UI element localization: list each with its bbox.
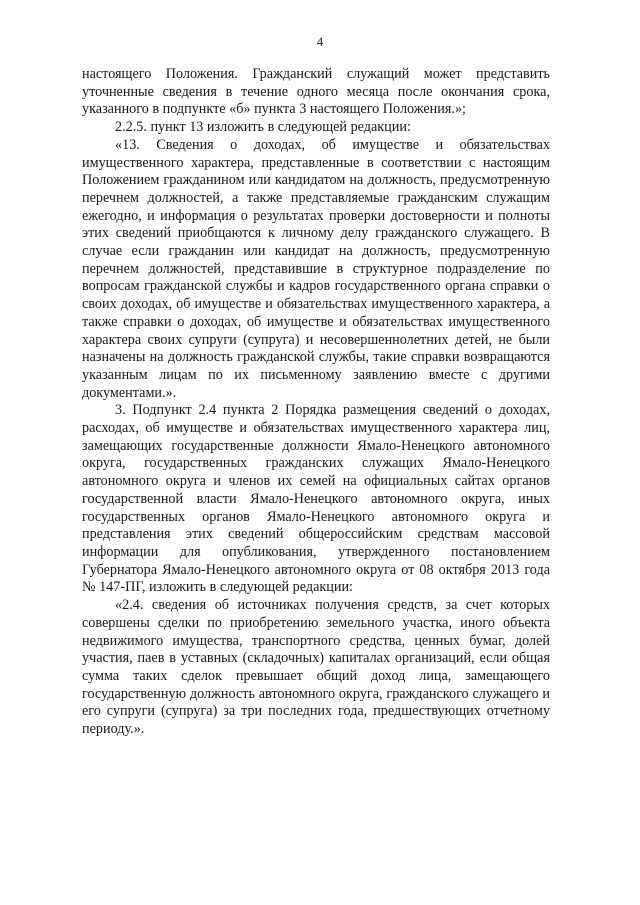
paragraph-continuation: настоящего Положения. Гражданский служащий может представить уточненные сведения в течение одного месяца после окончания срока, указанного в подпункте «б» пункта 3 настоящего Положения.»; [82, 66, 550, 118]
page-number: 4 [316, 34, 324, 49]
paragraph-item-13: «13. Сведения о доходах, об имуществе и обязательствах имущественного характера, представленные в соответствии с настоящим Положением гражданином или кандидатом на должность, предусмотренную перечнем должностей, а также представляемые гражданским служащим ежегодно, и информация о результатах проверки достоверности и полноты этих сведений приобщаются к личному делу гражданского служащего. В случае если гражданин или кандидат на должность, предусмотренную перечнем должностей, представившие в структурное подразделение по вопросам гражданской службы и кадров государственного органа справки о своих доходах, об имуществе и обязательствах имущественного характера, а также справки о доходах, об имуществе и обязательствах имущественного характера своих супруги (супруга) и несовершеннолетних детей, не были назначены на должность гражданской службы, такие справки возвращаются указанным лицам по их письменному заявлению вместе с другими документами.». [82, 136, 550, 401]
document-body [82, 66, 550, 739]
paragraph-item-3: 3. Подпункт 2.4 пункта 2 Порядка размещения сведений о доходах, расходах, об имуществе и обязательствах имущественного характера лиц, замещающих государственные должности Ямало-Ненецкого автономного округа, государственных гражданских служащих Ямало-Ненецкого автономного округа и членов их семей на официальных сайтах органов государственной власти Ямало-Ненецкого автономного округа, иных государственных органов Ямало-Ненецкого автономного округа и представления этих сведений общероссийским средствам массовой информации для опубликования, утвержденного постановлением Губернатора Ямало-Ненецкого автономного округа от 08 октября 2013 года № 147-ПГ, изложить в следующей редакции: [82, 402, 550, 596]
paragraph-item-2-2-5: 2.2.5. пункт 13 изложить в следующей редакции: [115, 119, 411, 136]
paragraph-item-2-4: «2.4. сведения об источниках получения средств, за счет которых совершены сделки по приобретению земельного участка, иного объекта недвижимого имущества, транспортного средства, ценных бумаг, долей участия, паев в уставных (складочных) капиталах организаций, если общая сумма таких сделок превышает общий доход лица, замещающего государственную должность автономного округа, гражданского служащего и его супруги (супруга) за три последних года, предшествующих отчетному периоду.». [82, 597, 550, 738]
